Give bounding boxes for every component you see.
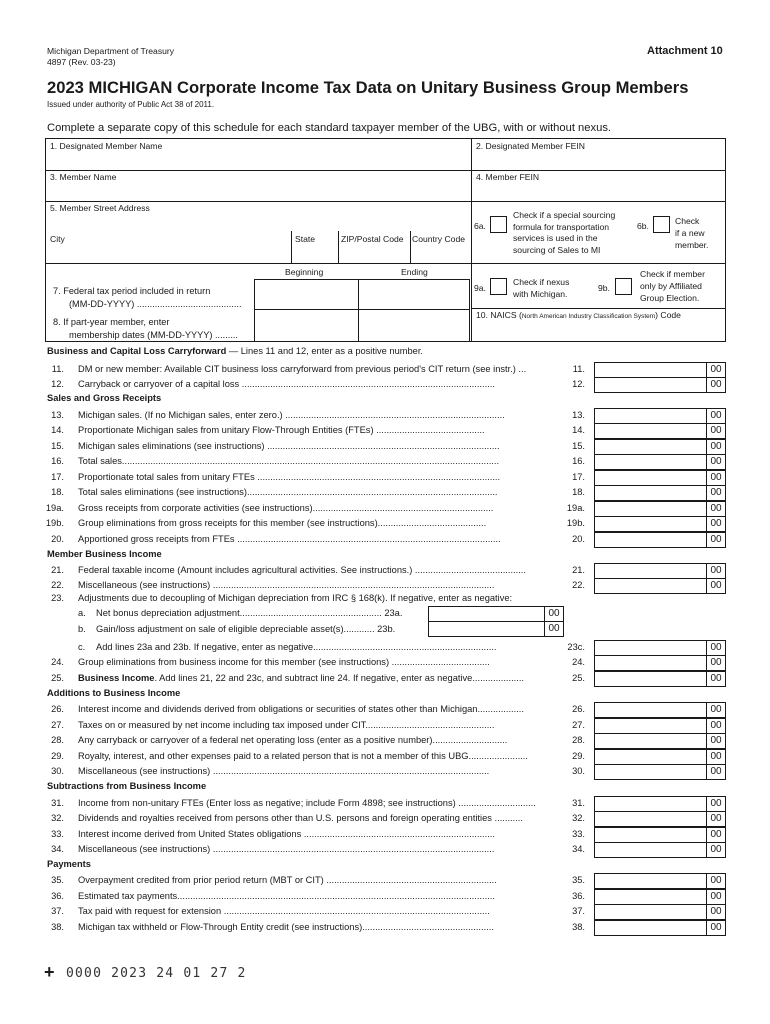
line-25-cents: 00 <box>706 671 726 687</box>
line-23b-amount-box <box>428 621 544 637</box>
line-15-amount-box <box>594 439 706 455</box>
instruction-text: Complete a separate copy of this schedule for each standard taxpayer member of the UBG, with or without nexus. <box>47 122 612 134</box>
line-26-row <box>0 702 770 718</box>
line-24-reference: 24. <box>572 657 585 667</box>
line-25-amount-box <box>594 671 706 687</box>
tax-period-end-box <box>358 279 470 310</box>
line-26-amount-box <box>594 702 706 718</box>
line-38-row <box>0 920 770 936</box>
line-14-amount-box <box>594 423 706 439</box>
line-28-amount-box <box>594 733 706 749</box>
line-6a-text: Check if a special sourcing formula for transportation services is used in the sourcing of Sales to MI <box>513 210 616 255</box>
line-11-amount-box <box>594 362 706 378</box>
line-11-reference: 11. <box>572 364 585 374</box>
line-19b-label: Group eliminations from gross receipts for this member (see instructions).......................................... <box>78 518 487 528</box>
line-12-row <box>0 377 770 393</box>
line-31-label: Income from non-unitary FTEs (Enter loss as negative; include Form 4898; see instructions) .............................. <box>78 798 536 808</box>
line-19b-reference: 19b. <box>566 518 585 528</box>
line-11-cents: 00 <box>706 362 726 378</box>
line-31-number: 31. <box>51 798 64 808</box>
line-38-label: Michigan tax withheld or Flow-Through Entity credit (see instructions)................................................... <box>78 922 494 932</box>
line-27-amount-box <box>594 718 706 734</box>
line-25-number: 25. <box>51 673 64 683</box>
line-6b-label: 6b. <box>637 221 649 231</box>
line-37-cents: 00 <box>706 904 726 920</box>
line-22-amount-input[interactable] <box>595 583 706 597</box>
line-37-number: 37. <box>51 906 64 916</box>
state-label: State <box>295 234 316 244</box>
line-27-cents: 00 <box>706 718 726 734</box>
line-21-row <box>0 563 770 579</box>
line-34-cents: 00 <box>706 842 726 858</box>
line-14-reference: 14. <box>572 425 585 435</box>
line-22-row <box>0 578 770 594</box>
line-34-reference: 34. <box>572 844 585 854</box>
ending-label: Ending <box>401 267 428 277</box>
line-17-amount-box <box>594 470 706 486</box>
line-20-label: Apportioned gross receipts from FTEs ...................................................................................................... <box>78 534 501 544</box>
line-28-label: Any carryback or carryover of a federal net operating loss (enter as a positive number)............................. <box>78 735 508 745</box>
line-23a-amount-input[interactable] <box>431 608 541 621</box>
membership-begin-box <box>254 309 359 342</box>
line-12-number: 12. <box>51 379 64 389</box>
line-20-cents: 00 <box>706 532 726 548</box>
line-36-label: Estimated tax payments........................................................................................................................... <box>78 891 495 901</box>
line-35-amount-box <box>594 873 706 889</box>
member-name-label: 3. Member Name <box>50 172 117 182</box>
line-30-number: 30. <box>51 766 64 776</box>
line-21-cents: 00 <box>706 563 726 579</box>
line-25-amount-input[interactable] <box>595 676 706 690</box>
street-address-label: 5. Member Street Address <box>50 203 150 213</box>
line-32-row <box>0 811 770 827</box>
line-27-label: Taxes on or measured by net income including tax imposed under CIT.................................................. <box>78 720 495 730</box>
line-23-number: 23. <box>51 593 64 603</box>
page-title: 2023 MICHIGAN Corporate Income Tax Data on Unitary Business Group Members <box>47 78 689 97</box>
line-16-cents: 00 <box>706 454 726 470</box>
line-37-amount-box <box>594 904 706 920</box>
line-34-row <box>0 842 770 858</box>
tax-period-end-input[interactable] <box>363 288 463 302</box>
line-19a-number: 19a. <box>45 503 64 513</box>
membership-end-input[interactable] <box>363 319 463 333</box>
line-13-number: 13. <box>51 410 64 420</box>
line-23-label: Adjustments due to decoupling of Michigan depreciation from IRC § 168(k). If negative, enter as negative: <box>78 593 513 603</box>
line-19a-reference: 19a. <box>566 503 585 513</box>
line-24-number: 24. <box>51 657 64 667</box>
member-fein-label: 4. Member FEIN <box>476 172 540 182</box>
line-22-number: 22. <box>51 580 64 590</box>
line-26-reference: 26. <box>572 704 585 714</box>
line-18-amount-box <box>594 485 706 501</box>
line-14-label: Proportionate Michigan sales from unitary Flow-Through Entities (FTEs) .......................................... <box>78 425 485 435</box>
line-38-cents: 00 <box>706 920 726 936</box>
line-28-number: 28. <box>51 735 64 745</box>
line-13-reference: 13. <box>572 410 585 420</box>
line-29-reference: 29. <box>572 751 585 761</box>
line-11-label: DM or new member: Available CIT business loss carryforward from previous period's CIT return (see instr.) ... <box>78 364 527 374</box>
line-36-amount-box <box>594 889 706 905</box>
line-23c-cents: 00 <box>706 640 726 656</box>
country-code-label: Country Code <box>412 234 466 244</box>
line-35-reference: 35. <box>572 875 585 885</box>
line-9b-text: Check if member only by Affiliated Group Election. <box>640 269 705 303</box>
line-25-row <box>0 671 770 687</box>
line-22-reference: 22. <box>572 580 585 590</box>
line-23c-row <box>0 640 770 656</box>
line-25-bold-label: Business Income <box>78 673 155 683</box>
plus-marker: + <box>44 962 55 982</box>
line-22-amount-box <box>594 578 706 594</box>
line-23c-reference: 23c. <box>567 642 585 652</box>
line-14-row <box>0 423 770 439</box>
line-24-label: Group eliminations from business income for this member (see instructions) ...................................... <box>78 657 490 667</box>
line-18-reference: 18. <box>572 487 585 497</box>
membership-begin-input[interactable] <box>259 319 355 333</box>
line-35-label: Overpayment credited from prior period return (MBT or CIT) .................................................................. <box>78 875 497 885</box>
line-22-label: Miscellaneous (see instructions) ............................................................................................................. <box>78 580 495 590</box>
line-30-reference: 30. <box>572 766 585 776</box>
line-30-label: Miscellaneous (see instructions) ........................................................................................................... <box>78 766 490 776</box>
line-19b-row <box>0 516 770 532</box>
line-15-cents: 00 <box>706 439 726 455</box>
line-6a-label: 6a. <box>474 221 486 231</box>
line-23b-label: Gain/loss adjustment on sale of eligible depreciable asset(s)............ 23b. <box>96 624 396 634</box>
attachment-label: Attachment 10 <box>647 45 723 57</box>
line-22-cents: 00 <box>706 578 726 594</box>
line-12-amount-box <box>594 377 706 393</box>
line-32-amount-box <box>594 811 706 827</box>
line-13-amount-box <box>594 408 706 424</box>
line-28-row <box>0 733 770 749</box>
form-revision: 4897 (Rev. 03-23) <box>47 57 116 67</box>
line-33-label: Interest income derived from United States obligations .......................................................................... <box>78 829 495 839</box>
section-payments: Payments <box>47 859 91 869</box>
line-28-reference: 28. <box>572 735 585 745</box>
line-19b-cents: 00 <box>706 516 726 532</box>
member-name-input[interactable] <box>50 184 465 198</box>
new-member-checkbox[interactable] <box>653 216 670 233</box>
member-fein-input[interactable] <box>476 184 721 198</box>
line-21-amount-box <box>594 563 706 579</box>
line-25-label <box>78 673 524 683</box>
section-subtractions: Subtractions from Business Income <box>47 781 207 791</box>
line-33-cents: 00 <box>706 827 726 843</box>
designated-member-name-label: 1. Designated Member Name <box>50 141 163 151</box>
line-30-amount-input[interactable] <box>595 769 706 783</box>
line-32-reference: 32. <box>572 813 585 823</box>
line-17-cents: 00 <box>706 470 726 486</box>
special-sourcing-checkbox[interactable] <box>490 216 507 233</box>
line-12-reference: 12. <box>572 379 585 389</box>
line-21-reference: 21. <box>572 565 585 575</box>
line-18-number: 18. <box>51 487 64 497</box>
line-16-row <box>0 454 770 470</box>
line-29-label: Royalty, interest, and other expenses paid to a related person that is not a member of this UBG....................... <box>78 751 528 761</box>
line-23b-letter: b. <box>78 624 86 634</box>
line-36-row <box>0 889 770 905</box>
line-20-amount-box <box>594 532 706 548</box>
line-36-cents: 00 <box>706 889 726 905</box>
line-15-reference: 15. <box>572 441 585 451</box>
line-20-reference: 20. <box>572 534 585 544</box>
line-23c-amount-box <box>594 640 706 656</box>
line-24-cents: 00 <box>706 655 726 671</box>
line-38-amount-input[interactable] <box>595 925 706 939</box>
line-12-label: Carryback or carryover of a capital loss .................................................................................................. <box>78 379 495 389</box>
line-31-cents: 00 <box>706 796 726 812</box>
beginning-label: Beginning <box>285 267 324 277</box>
state-input[interactable] <box>295 246 335 260</box>
tax-period-begin-box <box>254 279 359 310</box>
line-29-number: 29. <box>51 751 64 761</box>
street-address-input[interactable] <box>50 215 465 229</box>
line-8-label: 8. If part-year member, enter membership dates (MM-DD-YYYY) ......... <box>53 317 238 340</box>
line-38-reference: 38. <box>572 922 585 932</box>
line-23c-number: c. <box>78 642 86 652</box>
line-16-reference: 16. <box>572 456 585 466</box>
line-32-number: 32. <box>51 813 64 823</box>
line-18-cents: 00 <box>706 485 726 501</box>
line-33-number: 33. <box>51 829 64 839</box>
line-36-reference: 36. <box>572 891 585 901</box>
line-23a-amount-box <box>428 606 544 622</box>
line-36-number: 36. <box>51 891 64 901</box>
line-16-amount-box <box>594 454 706 470</box>
line-17-label: Proportionate total sales from unitary FTEs .............................................................................................. <box>78 472 501 482</box>
section-loss-carryforward: Business and Capital Loss Carryforward — Lines 11 and 12, enter as a positive number. <box>47 346 424 356</box>
designated-member-fein-label: 2. Designated Member FEIN <box>476 141 585 151</box>
line-29-cents: 00 <box>706 749 726 765</box>
line-23c-label: Add lines 23a and 23b. If negative, enter as negative....................................................................... <box>96 642 497 652</box>
line-30-cents: 00 <box>706 764 726 780</box>
designated-member-name-input[interactable] <box>50 153 465 167</box>
designated-member-fein-input[interactable] <box>476 153 721 167</box>
agency-name: Michigan Department of Treasury <box>47 46 175 56</box>
line-31-reference: 31. <box>572 798 585 808</box>
line-33-row <box>0 827 770 843</box>
line-34-label: Miscellaneous (see instructions) ............................................................................................................. <box>78 844 495 854</box>
line-37-label: Tax paid with request for extension ....................................................................................................... <box>78 906 490 916</box>
line-17-number: 17. <box>51 472 64 482</box>
line-37-reference: 37. <box>572 906 585 916</box>
line-27-row <box>0 718 770 734</box>
line-35-number: 35. <box>51 875 64 885</box>
line-23b-cents: 00 <box>544 621 564 637</box>
line-16-number: 16. <box>51 456 64 466</box>
zip-input[interactable] <box>341 246 406 260</box>
line-13-cents: 00 <box>706 408 726 424</box>
line-30-amount-box <box>594 764 706 780</box>
line-14-cents: 00 <box>706 423 726 439</box>
country-code-input[interactable] <box>412 246 468 260</box>
line-12-amount-input[interactable] <box>595 382 706 396</box>
line-25-rest-label: . Add lines 21, 22 and 23c, and subtract line 24. If negative, enter as negative.................... <box>154 673 524 683</box>
line-13-label: Michigan sales. (If no Michigan sales, enter zero.) ..................................................................................... <box>78 410 505 420</box>
line-12-cents: 00 <box>706 377 726 393</box>
line-31-amount-box <box>594 796 706 812</box>
city-label: City <box>50 234 65 244</box>
city-input[interactable] <box>50 246 285 260</box>
line-23a-cents: 00 <box>544 606 564 622</box>
form-barcode-number: 0000 2023 24 01 27 2 <box>66 966 247 981</box>
line-38-amount-box <box>594 920 706 936</box>
line-9b-label: 9b. <box>598 283 610 293</box>
line-32-cents: 00 <box>706 811 726 827</box>
line-14-number: 14. <box>51 425 64 435</box>
line-37-row <box>0 904 770 920</box>
naics-label: 10. NAICS (North American Industry Classification System) Code <box>476 310 681 320</box>
line-16-label: Total sales.................................................................................................................................................. <box>78 456 500 466</box>
line-34-amount-input[interactable] <box>595 847 706 861</box>
line-33-reference: 33. <box>572 829 585 839</box>
line-29-row <box>0 749 770 765</box>
line-34-number: 34. <box>51 844 64 854</box>
line-6b-text: Check if a new member. <box>675 216 709 250</box>
line-23b-amount-input[interactable] <box>431 623 541 636</box>
line-18-row <box>0 485 770 501</box>
line-15-label: Michigan sales eliminations (see instructions) .......................................................................................... <box>78 441 500 451</box>
line-34-amount-box <box>594 842 706 858</box>
tax-period-begin-input[interactable] <box>259 288 355 302</box>
line-32-label: Dividends and royalties received from persons other than U.S. persons and foreign operating entities ........... <box>78 813 523 823</box>
line-13-row <box>0 408 770 424</box>
line-19b-number: 19b. <box>45 518 64 528</box>
line-15-number: 15. <box>51 441 64 451</box>
line-31-row <box>0 796 770 812</box>
line-35-cents: 00 <box>706 873 726 889</box>
line-19a-cents: 00 <box>706 501 726 517</box>
zip-label: ZIP/Postal Code <box>341 234 404 244</box>
membership-end-box <box>358 309 470 342</box>
line-33-amount-box <box>594 827 706 843</box>
line-21-number: 21. <box>51 565 64 575</box>
line-19a-label: Gross receipts from corporate activities (see instructions)...................................................................... <box>78 503 494 513</box>
line-11-row <box>0 362 770 378</box>
line-19b-amount-box <box>594 516 706 532</box>
line-26-cents: 00 <box>706 702 726 718</box>
affiliated-group-checkbox[interactable] <box>615 278 632 295</box>
line-38-number: 38. <box>51 922 64 932</box>
line-20-row <box>0 532 770 548</box>
line-25-reference: 25. <box>572 673 585 683</box>
line-18-label: Total sales eliminations (see instructions)................................................................................................. <box>78 487 498 497</box>
section-additions: Additions to Business Income <box>47 688 181 698</box>
line-19a-row <box>0 501 770 517</box>
nexus-checkbox[interactable] <box>490 278 507 295</box>
line-27-reference: 27. <box>572 720 585 730</box>
line-24-row <box>0 655 770 671</box>
section-mbi: Member Business Income <box>47 549 162 559</box>
line-21-label: Federal taxable income (Amount includes agricultural activities. See instructions.) ........................................... <box>78 565 526 575</box>
line-7-label: 7. Federal tax period included in return (MM-DD-YYYY) ......................................... <box>53 286 242 309</box>
line-35-row <box>0 873 770 889</box>
line-28-cents: 00 <box>706 733 726 749</box>
line-23a-label: Net bonus depreciation adjustment....................................................... 23a. <box>96 608 403 618</box>
naics-input[interactable] <box>476 324 721 338</box>
line-29-amount-box <box>594 749 706 765</box>
line-19a-amount-box <box>594 501 706 517</box>
line-9a-text: Check if nexus with Michigan. <box>513 277 570 299</box>
line-24-amount-box <box>594 655 706 671</box>
section-sales: Sales and Gross Receipts <box>47 393 162 403</box>
line-17-row <box>0 470 770 486</box>
line-27-number: 27. <box>51 720 64 730</box>
line-20-number: 20. <box>51 534 64 544</box>
authority-note: Issued under authority of Public Act 38 of 2011. <box>47 100 215 109</box>
line-23a-letter: a. <box>78 608 86 618</box>
line-30-row <box>0 764 770 780</box>
line-20-amount-input[interactable] <box>595 537 706 551</box>
line-26-label: Interest income and dividends derived from obligations or securities of states other than Michigan.................. <box>78 704 524 714</box>
line-17-reference: 17. <box>572 472 585 482</box>
line-9a-label: 9a. <box>474 283 486 293</box>
line-26-number: 26. <box>51 704 64 714</box>
line-11-number: 11. <box>51 364 64 374</box>
line-15-row <box>0 439 770 455</box>
